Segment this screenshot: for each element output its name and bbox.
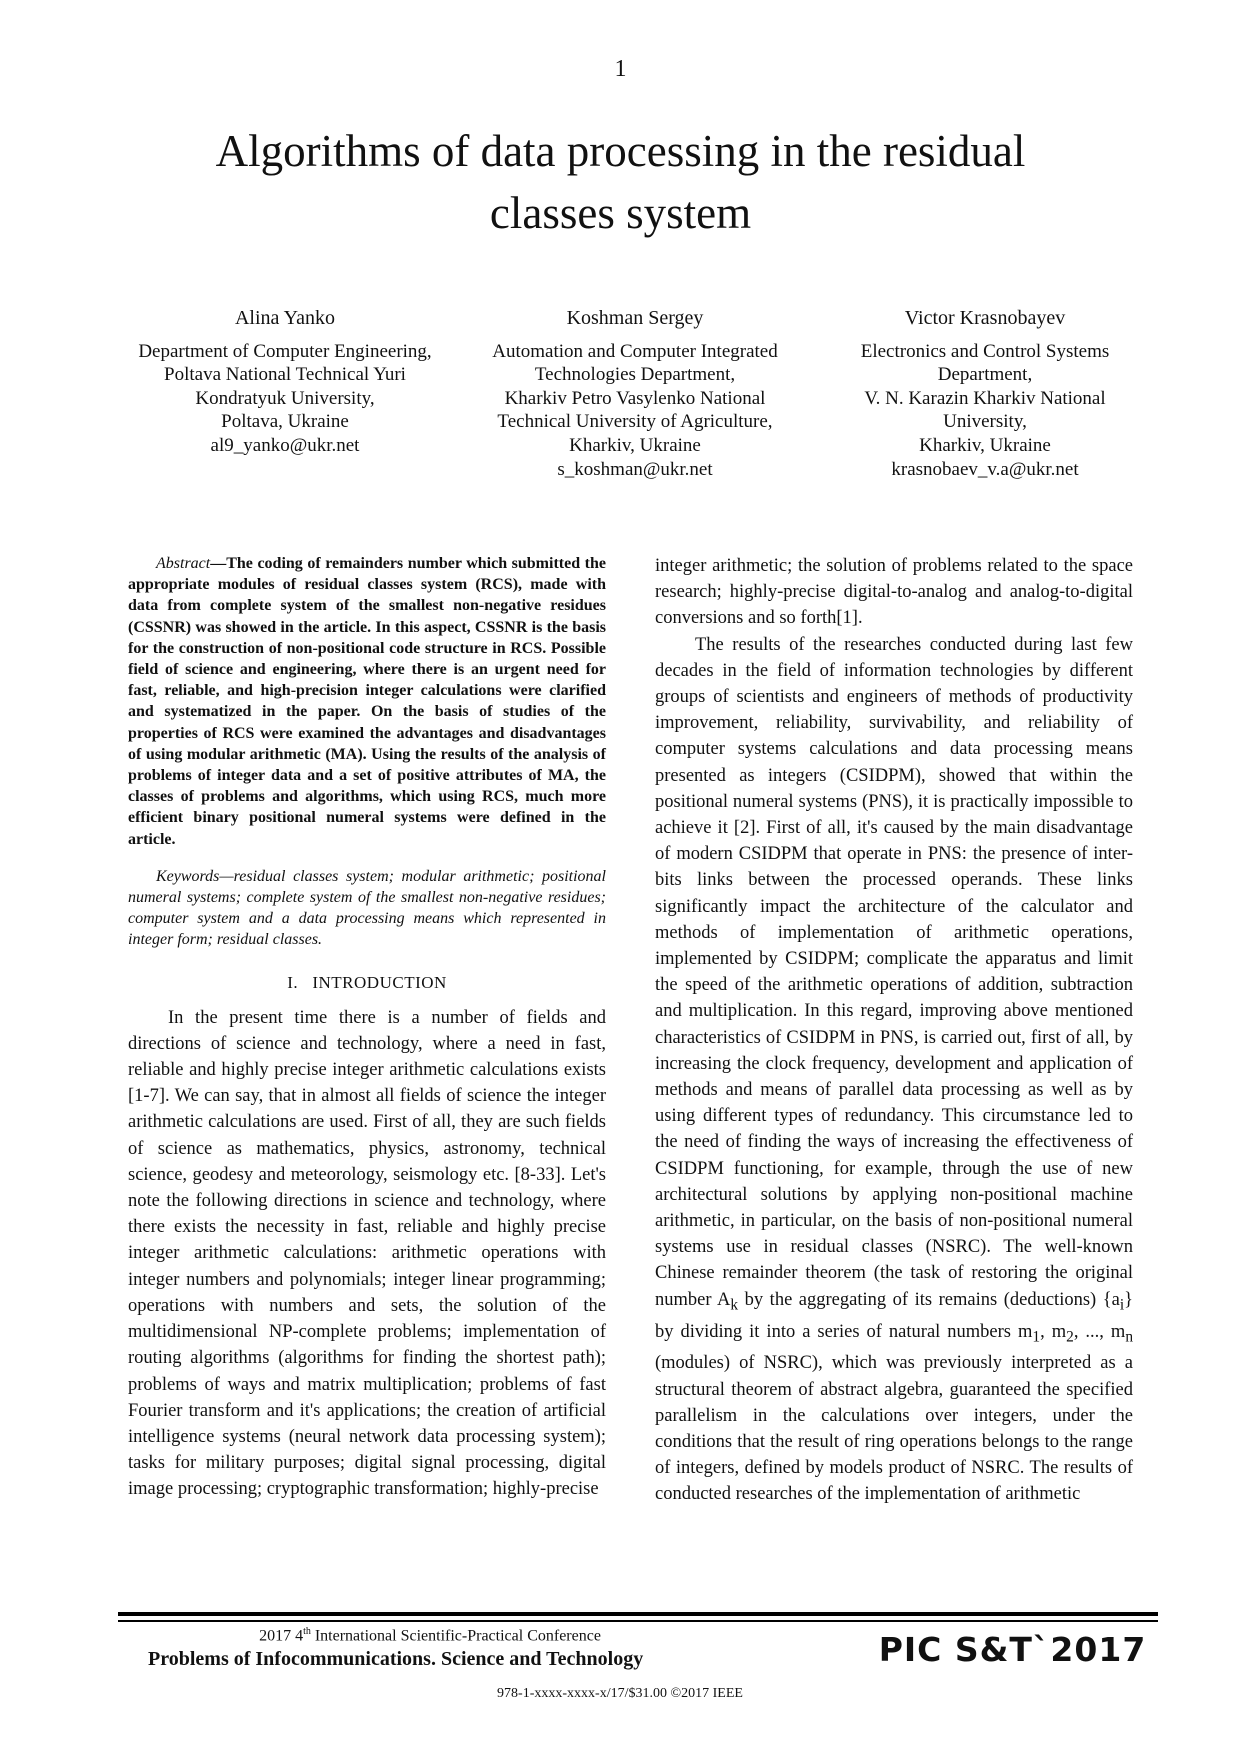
author-block-1 — [120, 307, 450, 458]
author-affiliation-line: Automation and Computer Integrated — [492, 340, 778, 362]
author-name: Alina Yanko — [234, 307, 335, 329]
subscript: n — [1125, 1328, 1134, 1346]
body-text: } by dividing it into a series of natural numbers m — [655, 1289, 1133, 1342]
author-block-2 — [470, 307, 800, 481]
conference-logo: PIC S&T`2017 — [878, 1630, 1147, 1669]
author-affiliation-line: Kharkiv, Ukraine — [919, 434, 1051, 456]
section-heading — [128, 973, 606, 993]
abstract — [128, 553, 606, 850]
author-email[interactable]: krasnobaev_v.a@ukr.net — [891, 458, 1079, 480]
author-affiliation-line: V. N. Karazin Kharkiv National — [864, 387, 1106, 409]
author-affiliation-line: Technologies Department, — [534, 364, 736, 386]
subscript: i — [1119, 1296, 1125, 1314]
author-affiliation-line: Poltava National Technical Yuri — [164, 364, 406, 386]
footer-journal-title: Problems of Infocommunications. Science and Technology — [148, 1648, 644, 1670]
section-title: INTRODUCTION — [312, 972, 447, 992]
author-affiliation-line: Technical University of Agriculture, — [497, 411, 773, 433]
footer-divider-thin — [118, 1620, 1158, 1622]
author-affiliation-line: Kondratyuk University, — [195, 387, 375, 409]
section-number: I. — [287, 972, 299, 992]
keywords-label: Keywords— — [156, 867, 234, 885]
body-text: by the aggregating of its remains (deductions) {a — [744, 1289, 1120, 1310]
conference-ordinal: th — [303, 1626, 311, 1637]
conference-year: 2017 4 — [259, 1627, 304, 1645]
author-affiliation-line: Department, — [937, 364, 1033, 386]
author-affiliation-line: Department of Computer Engineering, — [138, 340, 432, 362]
body-paragraph: integer arithmetic; the solution of problems related to the space research; highly-precise digital-to-analog and analog-to-digital conversions and so forth[1]. — [655, 556, 1133, 629]
subscript: 2 — [1066, 1328, 1074, 1346]
keywords — [128, 866, 606, 951]
page-number: 1 — [614, 56, 627, 82]
author-name: Koshman Sergey — [566, 307, 704, 329]
body-text: , m — [1040, 1321, 1067, 1342]
abstract-text: —The coding of remainders number which submitted the appropriate modules of residual classes system (RCS), made with data from complete system of the smallest non-negative residues (CSSNR) was showed in the article. In this aspect, CSSNR is the basis for the construction of non-positional code structure in RCS. Possible field of science and engineering, where there is an urgent need for fast, reliable, and high-precision integer calculations were clarified and systematized in the paper. On the basis of studies of the properties of RCS were examined the advantages and disadvantages of using modular arithmetic (MA). Using the results of the analysis of problems of integer data and a set of positive attributes of MA, the classes of problems and algorithms, which using RCS, much more efficient binary positional numeral systems were defined in the article. — [128, 555, 606, 848]
left-column — [128, 553, 606, 1503]
author-name: Victor Krasnobayev — [904, 307, 1066, 329]
body-text: (modules) of NSRC), which was previously interpreted as a structural theorem of abstract algebra, guaranteed the specified parallelism in the calculations over integers, under the conditions that the result of ring operations belongs to the range of integers, defined by models product of NSRC. The results of conducted researches of the implementation of arithmetic — [655, 1353, 1133, 1505]
author-affiliation-line: University, — [943, 411, 1027, 433]
author-email[interactable]: s_koshman@ukr.net — [557, 458, 713, 480]
paper-title: Algorithms of data processing in the residual classes system — [215, 126, 1026, 238]
keywords-text: residual classes system; modular arithmetic; positional numeral systems; complete system of the smallest non-negative residues; computer system and a data processing means which represented in integer form; residual classes. — [128, 867, 606, 949]
right-column — [655, 553, 1133, 1508]
author-email[interactable]: al9_yanko@ukr.net — [210, 434, 360, 456]
author-affiliation-line: Poltava, Ukraine — [221, 411, 349, 433]
author-affiliation-line: Kharkiv, Ukraine — [569, 434, 701, 456]
subscript: 1 — [1032, 1328, 1041, 1346]
conference-name: International Scientific-Practical Conference — [310, 1627, 601, 1645]
author-block-3 — [820, 307, 1150, 481]
author-affiliation-line: Electronics and Control Systems — [860, 340, 1110, 362]
footer-isbn: 978-1-xxxx-xxxx-x/17/$31.00 ©2017 IEEE — [497, 1686, 743, 1701]
body-paragraph: In the present time there is a number of fields and directions of science and technology, where a need in fast, reliable and highly precise integer arithmetic calculations exists [1-7]. We can say, that in almost all fields of science the integer arithmetic calculations are used. First of all, they are such fields of science as mathematics, physics, astronomy, technical science, geodesy and meteorology, seismology etc. [8-33]. Let's note the following directions in science and technology, where there exists the necessity in fast, reliable and highly precise integer arithmetic calculations: arithmetic operations with integer numbers and polynomials; integer linear programming; operations with numbers and sets, the solution of the multidimensional NP-complete problems; implementation of routing algorithms (algorithms for finding the shortest path); problems of ways and matrix multiplication; problems of fast Fourier transform and it's applications; the creation of artificial intelligence systems (neural network data processing system); tasks for military purposes; digital signal processing, digital image processing; cryptographic transformation; highly-precise — [128, 1007, 606, 1500]
footer-conference — [150, 1626, 710, 1645]
body-text: The results of the researches conducted during last few decades in the field of information technologies by different groups of scientists and engineers of methods of productivity improvement, reliability, survivability, and reliability of computer systems calculations and data processing means presented as integers (CSIDPM), showed that within the positional numeral systems (PNS), it is practically impossible to achieve it [2]. First of all, it's caused by the main disadvantage of modern CSIDPM that operate in PNS: the presence of inter-bits links between the processed operands. These links significantly impact the architecture of the calculator and methods of implementation of arithmetic operations, implemented by CSIDPM; complicate the apparatus and limit the speed of the arithmetic operations of addition, subtraction and multiplication. In this regard, improving above mentioned characteristics of CSIDPM in PNS, is carried out, first of all, by increasing the clock frequency, development and application of methods and means of parallel data processing as well as by using different types of redundancy. This circumstance led to the need of finding the ways of increasing the effectiveness of CSIDPM functioning, for example, through the use of new architectural solutions by applying non-positional machine arithmetic, in particular, on the basis of non-positional numeral systems use in residual classes (NSRC). The well-known Chinese remainder theorem (the task of restoring the original number A — [655, 634, 1133, 1310]
footer-divider-thick — [118, 1612, 1158, 1616]
body-paragraph — [655, 632, 1133, 1508]
body-text: , ..., m — [1073, 1321, 1126, 1342]
author-affiliation-line: Kharkiv Petro Vasylenko National — [504, 387, 766, 409]
subscript: k — [730, 1296, 739, 1314]
abstract-label: Abstract — [156, 555, 211, 572]
